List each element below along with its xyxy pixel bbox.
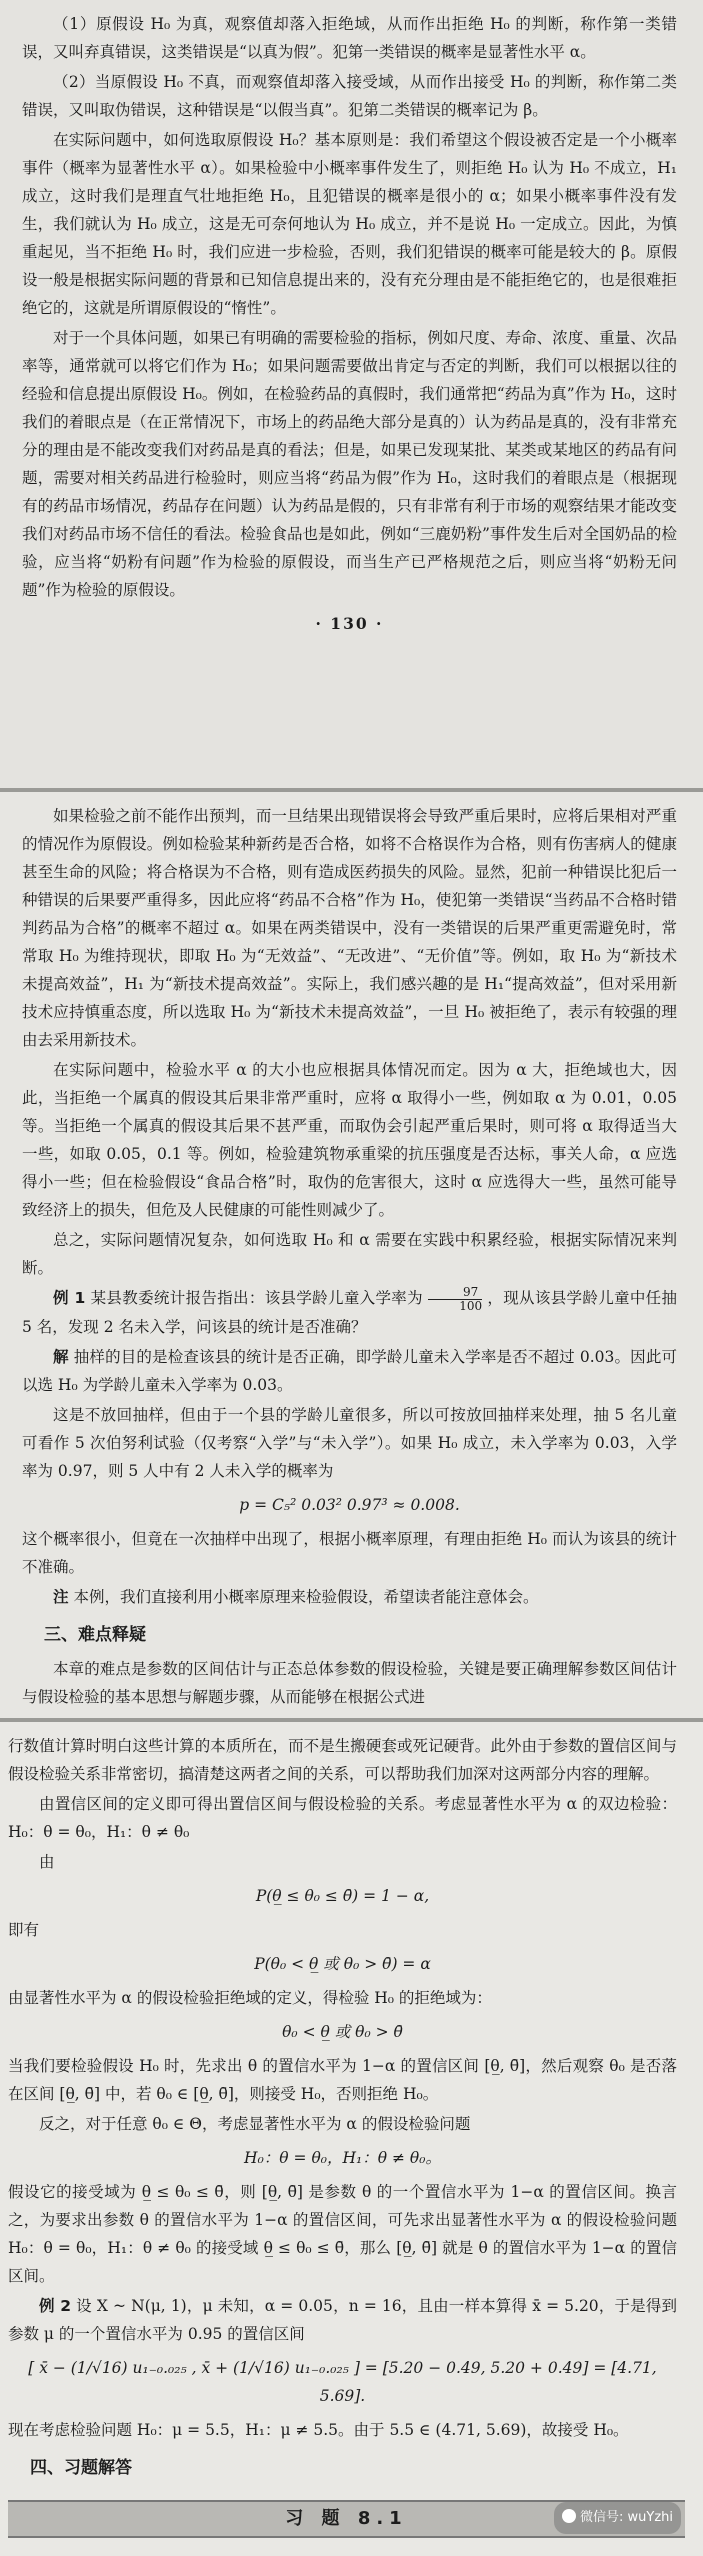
solution-text-2: 这是不放回抽样，但由于一个县的学龄儿童很多，所以可按放回抽样来处理，抽 5 名儿童可看作 5 次伯努利试验（仅考察“入学”与“未入学”）。如果 H₀ 成立，未入学率为 0.03，入学率为 0.97，则 5 人中有 2 人未入学的概率为 bbox=[22, 1405, 677, 1480]
formula-ci-interval: [ x̄ − (1/√16) u₁₋₀.₀₂₅ , x̄ + (1/√16) u₁₋₀.₀₂₅ ] = [5.20 − 0.49, 5.20 + 0.49] = [4.71, 5.69]. bbox=[28, 2359, 657, 2405]
paragraph-ci-relation: 由置信区间的定义即可得出置信区间与假设检验的关系。考虑显著性水平为 α 的双边检验：H₀：θ = θ₀，H₁：θ ≠ θ₀ bbox=[8, 1795, 677, 1841]
example-1 bbox=[22, 1284, 677, 1341]
formula-binomial: p = C₅² 0.03² 0.97³ ≈ 0.008. bbox=[239, 1495, 460, 1514]
paragraph-alpha-choice: 在实际问题中，检验水平 α 的大小也应根据具体情况而定。因为 α 大，拒绝域也大，因此，当拒绝一个属真的假设其后果非常严重时，应将 α 取得小一些，例如取 α 为 0.01，0.05 等。当拒绝一个属真的假设其后果不甚严重，而取伪会引起严重后果时，则可将 α 取得适当大一些，如取 0.05，0.1 等。例如，检验建筑物承重梁的抗压强度是否达标，事关人命，α 应选得小一些；但在检验假设“食品合格”时，取伪的危害很大，这时 α 应选得大一些，虽然可能导致经济上的损失，但危及人民健康的可能性则减少了。 bbox=[22, 1061, 677, 1219]
page-number-130: · 130 · bbox=[315, 614, 384, 633]
example-2-label: 例 2 bbox=[39, 2297, 72, 2315]
paragraph-summary: 总之，实际问题情况复杂，如何选取 H₀ 和 α 需要在实践中积累经验，根据实际情况来判断。 bbox=[22, 1231, 677, 1277]
solution-label: 解 bbox=[53, 1347, 69, 1366]
example-2-text: 设 X ~ N(μ, 1)，μ 未知，α = 0.05，n = 16，且由一样本算得 x̄ = 5.20，于是得到参数 μ 的一个置信水平为 0.95 的置信区间 bbox=[8, 2297, 678, 2343]
formula-hypotheses: H₀：θ = θ₀，H₁：θ ≠ θ₀。 bbox=[244, 2149, 441, 2167]
paragraph-reject-region: 由显著性水平为 α 的假设检验拒绝域的定义，得检验 H₀ 的拒绝域为： bbox=[8, 1989, 492, 2007]
formula-reject-region: θ₀ < θ̲ 或 θ₀ > θ̄ bbox=[282, 2023, 403, 2041]
exercise-header-bar: 习 题 8.1 bbox=[8, 2500, 685, 2538]
solution-text-1: 抽样的目的是检查该县的统计是否正确，即学龄儿童未入学率是否不超过 0.03。因此可以选 H₀ 为学龄儿童未入学率为 0.03。 bbox=[22, 1347, 677, 1394]
section-4-title: 四、习题解答 bbox=[30, 2458, 132, 2478]
section-3-para: 本章的难点是参数的区间估计与正态总体参数的假设检验，关键是要正确理解参数区间估计与假设检验的基本思想与解题步骤，从而能够在根据公式进 bbox=[22, 1659, 677, 1706]
word-jiyou: 即有 bbox=[8, 1921, 40, 1939]
example-1-label: 例 1 bbox=[53, 1289, 86, 1307]
paragraph-severe-consequence: 如果检验之前不能作出预判，而一旦结果出现错误将会导致严重后果时，应将后果相对严重的情况作为原假设。例如检验某种新药是否合格，如将不合格误作为合格，则有伤害病人的健康甚至生命的风险；将合格误为不合格，则有造成医药损失的风险。显然，犯前一种错误比犯后一种错误的后果要严重得多，因此应将“药品不合格”作为 H₀，使犯第一类错误“当药品不合格时错判药品为合格”的概率不超过 α。如果在两类错误中，没有一类错误的后果严重更需避免时，常常取 H₀ 为维持现状，即取 H₀ 为“无效益”、“无改进”、“无价值”等。例如，取 H₀ 为“新技术未提高效益”，H₁ 为“新技术提高效益”。实际上，我们感兴趣的是 H₁“提高效益”，但对采用新技术应持慎重态度，所以选取 H₀ 为“新技术未提高效益”，一旦 H₀ 被拒绝了，表示有较强的理由去采用新技术。 bbox=[22, 807, 677, 1049]
wechat-icon bbox=[562, 2509, 576, 2523]
solution-text-3: 这个概率很小，但竟在一次抽样中出现了，根据小概率原理，有理由拒绝 H₀ 而认为该县的统计不准确。 bbox=[22, 1529, 677, 1576]
page-132 bbox=[0, 1722, 703, 2556]
paragraph-decision: 当我们要检验假设 H₀ 时，先求出 θ 的置信水平为 1−α 的置信区间 [θ̲, θ̄]，然后观察 θ₀ 是否落在区间 [θ̲, θ̄] 中，若 θ₀ ∈ [θ̲, θ̄]，则接受 H₀，否则拒绝 H₀。 bbox=[8, 2057, 677, 2103]
formula-ci-probability: P(θ̲ ≤ θ₀ ≤ θ̄) = 1 − α, bbox=[255, 1887, 430, 1905]
fraction-denominator: 100 bbox=[459, 1298, 483, 1313]
fraction-97-100 bbox=[428, 1286, 482, 1313]
formula-alpha-probability: P(θ₀ < θ̲ 或 θ₀ > θ̄) = α bbox=[254, 1955, 431, 1973]
page-131 bbox=[0, 792, 703, 1718]
word-you: 由 bbox=[39, 1853, 55, 1871]
paragraph-drug-example: 对于一个具体问题，如果已有明确的需要检验的指标，例如尺度、寿命、浓度、重量、次品率等，通常就可以将它们作为 H₀；如果问题需要做出肯定与否定的判断，我们可以根据以往的经验和信息提出原假设 H₀。例如，在检验药品的真假时，我们通常把“药品为真”作为 H₀，这时我们的着眼点是（在正常情况下，市场上的药品绝大部分是真的）认为药品是真的，没有非常充分的理由是不能改变我们对药品是真的看法；但是，如果已发现某批、某类或某地区的药品有问题，需要对相关药品进行检验时，则应当将“药品为假”作为 H₀，这时我们的着眼点是（根据现有的药品市场情况，药品存在问题）认为药品是假的，只有非常有利于市场的观察结果才能改变我们对药品市场不信任的看法。检验食品也是如此，例如“三鹿奶粉”事件发生后对全国奶品的检验，应当将“奶粉有问题”作为检验的原假设，而当生产已严格规范之后，则应当将“奶粉无问题”作为检验的原假设。 bbox=[22, 329, 677, 599]
paragraph-continued: 行数值计算时明白这些计算的本质所在，而不是生搬硬套或死记硬背。此外由于参数的置信区间与假设检验关系非常密切，搞清楚这两者之间的关系，可以帮助我们加深对这两部分内容的理解。 bbox=[8, 1737, 677, 1783]
watermark bbox=[554, 2502, 681, 2534]
example-2-conclusion: 现在考虑检验问题 H₀：μ = 5.5，H₁：μ ≠ 5.5。由于 5.5 ∈ (4.71, 5.69)，故接受 H₀。 bbox=[8, 2421, 629, 2439]
example-1-text-b: ，现从该县学龄儿童中任抽 5 名，发现 2 名未入学，问该县的统计是否准确？ bbox=[22, 1289, 677, 1336]
paragraph-converse: 反之，对于任意 θ₀ ∈ Θ，考虑显著性水平为 α 的假设检验问题 bbox=[39, 2115, 471, 2133]
example-2 bbox=[8, 2292, 677, 2348]
paragraph-type1-error: （1）原假设 H₀ 为真，观察值却落入拒绝域，从而作出拒绝 H₀ 的判断，称作第一类错误，又叫弃真错误，这类错误是“以真为假”。犯第一类错误的概率是显著性水平 α。 bbox=[22, 15, 677, 61]
solution-1 bbox=[22, 1343, 677, 1399]
section-3-title: 三、难点释疑 bbox=[44, 1624, 146, 1645]
paragraph-type2-error: （2）当原假设 H₀ 不真，而观察值却落入接受域，从而作出接受 H₀ 的判断，称作第二类错误，又叫取伪错误，这种错误是“以假当真”。犯第二类错误的概率记为 β。 bbox=[22, 73, 677, 119]
watermark-text: 微信号: wuYzhi bbox=[580, 2510, 673, 2525]
example-1-text-a: 某县教委统计报告指出：该县学龄儿童入学率为 bbox=[90, 1289, 423, 1307]
fraction-numerator: 97 bbox=[428, 1286, 482, 1300]
note-label: 注 bbox=[53, 1587, 69, 1606]
note-text: 本例，我们直接利用小概率原理来检验假设，希望读者能注意体会。 bbox=[73, 1587, 539, 1606]
paragraph-accept-region: 假设它的接受域为 θ̲ ≤ θ₀ ≤ θ̄，则 [θ̲, θ̄] 是参数 θ 的一个置信水平为 1−α 的置信区间。换言之，为要求出参数 θ 的置信水平为 1−α 的置信区间，可先求出显著性水平为 α 的假设检验问题 H₀：θ = θ₀，H₁：θ ≠ θ₀ 的接受域 θ̲ ≤ θ₀ ≤ θ̄，那么 [θ̲, θ̄] 就是 θ 的置信水平为 1−α 的置信区间。 bbox=[8, 2183, 677, 2285]
paragraph-choose-h0: 在实际问题中，如何选取原假设 H₀？基本原则是：我们希望这个假设被否定是一个小概率事件（概率为显著性水平 α）。如果检验中小概率事件发生了，则拒绝 H₀ 认为 H₀ 不成立，H₁ 成立，这时我们是理直气壮地拒绝 H₀，且犯错误的概率是很小的 α；如果小概率事件没有发生，我们就认为 H₀ 成立，这是无可奈何地认为 H₀ 成立，并不是说 H₀ 一定成立。因此，为慎重起见，当不拒绝 H₀ 时，我们应进一步检验，否则，我们犯错误的概率可能是较大的 β。原假设一般是根据实际问题的背景和已知信息提出来的，没有充分理由是不能拒绝它的，也是很难拒绝它的，这就是所谓原假设的“惰性”。 bbox=[22, 131, 677, 317]
page-130 bbox=[0, 0, 703, 788]
note-1 bbox=[22, 1583, 677, 1611]
